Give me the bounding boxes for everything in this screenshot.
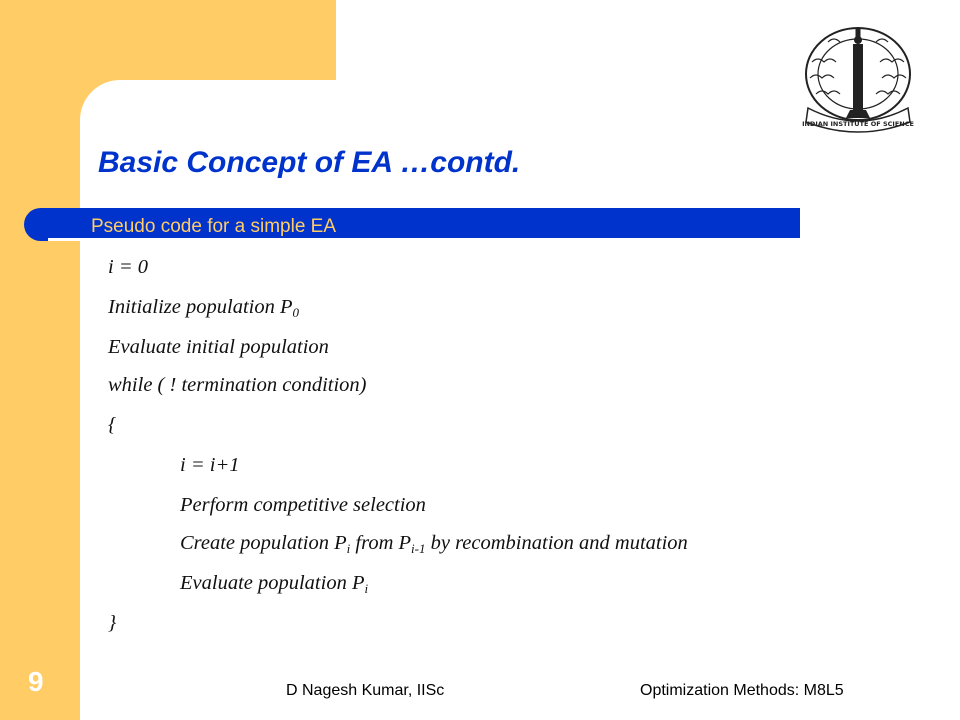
code-line: { bbox=[108, 414, 117, 436]
pseudocode-block bbox=[108, 256, 808, 646]
code-subscript: i-1 bbox=[411, 541, 426, 556]
code-text: Initialize population P bbox=[108, 296, 293, 318]
iisc-emblem-icon bbox=[798, 22, 918, 140]
code-line: i = 0 bbox=[108, 256, 149, 278]
code-line: } bbox=[108, 612, 117, 634]
code-text: from P bbox=[350, 532, 412, 554]
subtitle-bar-underline bbox=[48, 238, 800, 241]
slide-subtitle: Pseudo code for a simple EA bbox=[91, 216, 337, 237]
left-sidebar-band bbox=[0, 0, 80, 720]
code-line: i = i+1 bbox=[180, 454, 240, 476]
top-accent-block bbox=[80, 0, 336, 80]
code-line bbox=[180, 532, 688, 557]
code-text: by recombination and mutation bbox=[425, 532, 688, 554]
code-line: Perform competitive selection bbox=[180, 494, 426, 516]
code-subscript: i bbox=[346, 541, 351, 556]
page-number: 9 bbox=[28, 666, 44, 697]
code-subscript: i bbox=[364, 581, 369, 596]
code-line bbox=[108, 296, 299, 321]
code-text: Create population P bbox=[180, 532, 347, 554]
code-subscript: 0 bbox=[292, 305, 299, 320]
footer-author: D Nagesh Kumar, IISc bbox=[286, 682, 445, 699]
code-line bbox=[180, 572, 368, 597]
code-line: Evaluate initial population bbox=[108, 336, 329, 358]
slide-title: Basic Concept of EA …contd. bbox=[98, 146, 521, 179]
footer-course: Optimization Methods: M8L5 bbox=[640, 682, 844, 699]
emblem-text: INDIAN INSTITUTE OF SCIENCE bbox=[802, 120, 914, 128]
code-line: while ( ! termination condition) bbox=[108, 374, 367, 396]
code-text: Evaluate population P bbox=[180, 572, 365, 594]
